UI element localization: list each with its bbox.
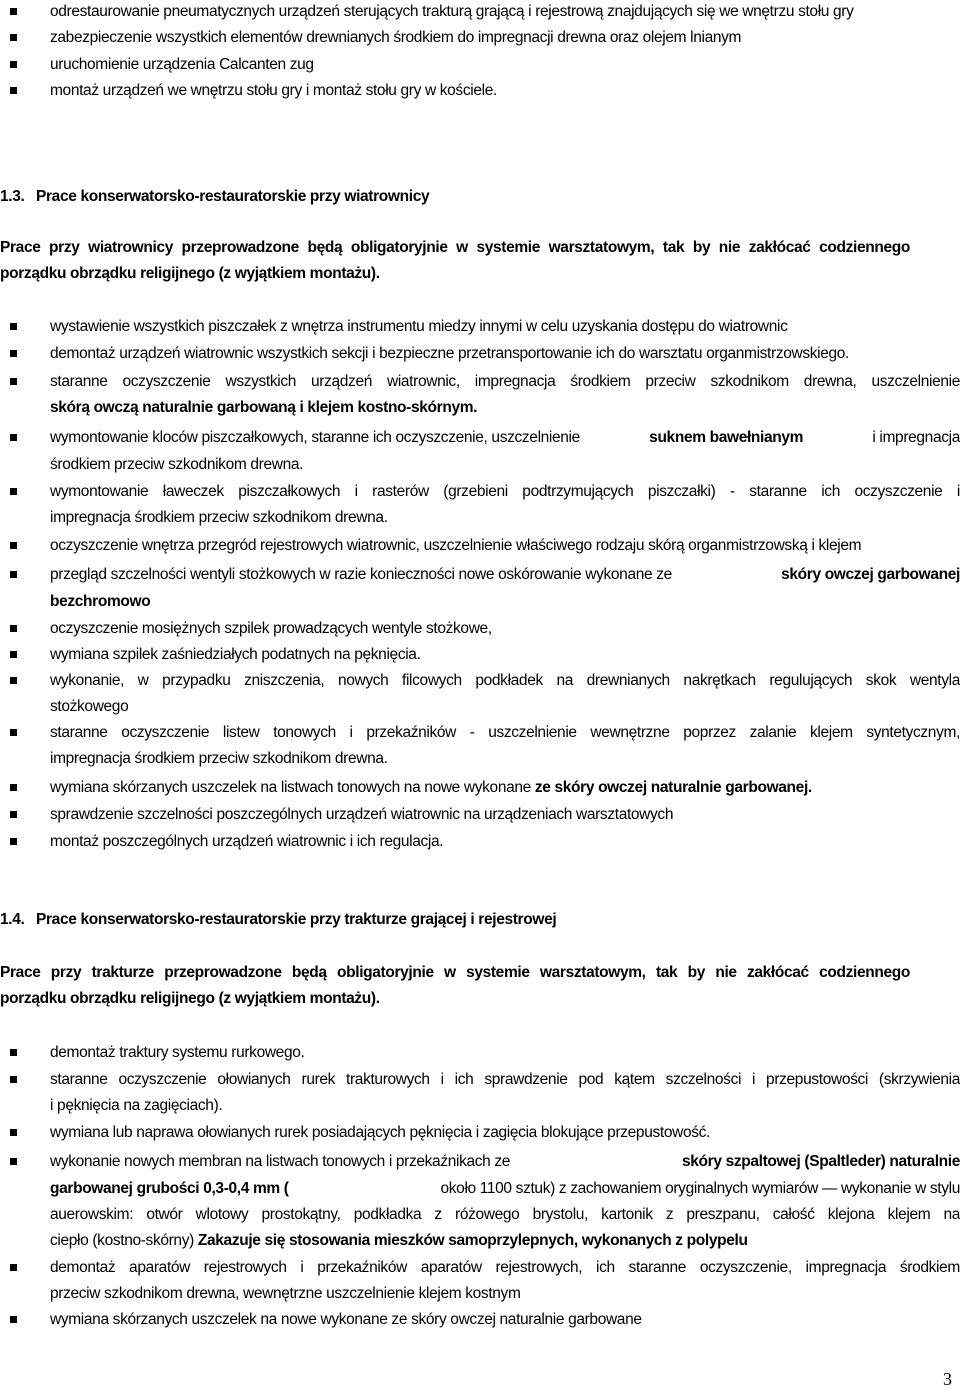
bullet-square-icon bbox=[10, 729, 17, 736]
section-intro-line: Prace przy wiatrownicy przeprowadzone będą obligatoryjnie w systemie warsztatowym, tak by nie zakłócać codziennego bbox=[0, 239, 910, 256]
section-intro-line: porządku obrządku religijnego (z wyjątkiem montażu). bbox=[0, 990, 380, 1007]
bullet-square-icon bbox=[10, 1264, 17, 1271]
bullet-square-icon bbox=[10, 651, 17, 658]
section-title: Prace konserwatorsko-restauratorskie przy trakturze grającej i rejestrowej bbox=[36, 911, 557, 928]
bullet-square-icon bbox=[10, 784, 17, 791]
bullet-square-icon bbox=[10, 838, 17, 845]
section-heading-1-3 bbox=[0, 187, 430, 207]
section-intro-line: Prace przy trakturze przeprowadzone będą obligatoryjnie w systemie warsztatowym, tak by nie zakłócać codziennego bbox=[0, 964, 910, 981]
bullet-square-icon bbox=[10, 434, 17, 441]
bullet-square-icon bbox=[10, 378, 17, 385]
bullet-square-icon bbox=[10, 677, 17, 684]
bullet-square-icon bbox=[10, 34, 17, 41]
section-heading-1-4 bbox=[0, 910, 557, 930]
document-page: odrestaurowanie pneumatycznych urządzeń sterujących trakturą grającą i rejestrową znajdujących się we wnętrzu stołu gry zabezpieczenie wszystkich elementów drewnianych środkiem do impregnacji drewna oraz olejem lnianym uruchomienie urządzenia Calcanten zug montaż urządzeń we wnętrzu stołu gry i montaż stołu gry w kościele. 1.3. Prace konserwatorsko-restauratorskie przy wiatrownicy Prace przy wiatrownicy przeprowadzone będą obligatoryjnie w systemie warsztatowym, tak by nie zakłócać codziennego porządku obrządku religijnego (z wyjątkiem montażu). wystawienie wszystkich piszczałek z wnętrza instrumentu miedzy innymi w celu uzyskania dostępu do wiatrownic demontaż urządzeń wiatrownic wszystkich sekcji i bezpieczne przetransportowanie ich do warsztatu organmistrzowskiego. staranne oczyszczenie wszystkich urządzeń wiatrownic, impregnacja środkiem przeciw szkodnikom drewna, uszczelnienie skórą owczą naturalnie garbowaną i klejem kostno-skórnym. wymontowanie kloców piszczałkowych, staranne ich oczyszczenie, uszczelnienie suknem bawełnianym i impregnacja środkiem przeciw szkodnikom drewna. wymontowanie ławeczek piszczałkowych i rasterów (grzebieni podtrzymujących piszczałki) - staranne ich oczyszczenie i impregnacja środkiem przeciw szkodnikom drewna. oczyszczenie wnętrza przegród rejestrowych wiatrownic, uszczelnienie właściwego rodzaju skórą organmistrzowską i klejem przegląd szczelności wentyli stożkowych w razie konieczności nowe oskórowanie wykonane ze skóry owczej garbowanej bezchromowo oczyszczenie mosiężnych szpilek prowadzących wentyle stożkowe, wymiana szpilek zaśniedziałych podatnych na pęknięcia. wykonanie, w przypadku zniszczenia, nowych filcowych podkładek na drewnianych nakrętkach regulujących skok wentyla stożkowego staranne oczyszczenie listew tonowych i przekaźników - uszczelnienie wewnętrzne poprzez zalanie klejem syntetycznym, impregnacja środkiem przeciw szkodnikom drewna. wymiana skórzanych uszczelek na listwach tonowych na nowe wykonane ze skóry owczej naturalnie garbowanej. sprawdzenie szczelności poszczególnych urządzeń wiatrownic na urządzeniach warsztatowych montaż poszczególnych urządzeń wiatrownic i ich regulacja. 1.4. Prace konserwatorsko-restauratorskie przy trakturze grającej i rejestrowej Prace przy trakturze przeprowadzone będą obligatoryjnie w systemie warsztatowym, tak by nie zakłócać codziennego porządku obrządku religijnego (z wyjątkiem montażu). demontaż traktury systemu rurkowego. staranne oczyszczenie ołowianych rurek trakturowych i ich sprawdzenie pod kątem szczelności i przepustowości (skrzywienia i pęknięcia na zagięciach). wymiana lub naprawa ołowianych rurek posiadających pęknięcia i zagięcia blokujące przepustowość. wykonanie nowych membran na listwach tonowych i przekaźnikach ze skóry szpaltowej (Spaltleder) naturalnie garbowanej grubości 0,3-0,4 mm ( około 1100 sztuk) z zachowaniem oryginalnych wymiarów — wykonanie w stylu auerowskim: otwór wlotowy prostokątny, podkładka z różowego brystolu, kartonik z preszpanu, całość klejona klejem na ciepło (kostno-skórny) Zakazuje się stosowania mieszków samoprzylepnych, wykonanych z polypelu demontaż aparatów rejestrowych i przekaźników aparatów rejestrowych, ich staranne oczyszczenie, impregnacja środkiem przeciw szkodnikom drewna, wewnętrzne uszczelnienie klejem kostnym wymiana skórzanych uszczelek na nowe wykonane ze skóry owczej naturalnie garbowane 3 bbox=[0, 3, 960, 1389]
bullet-square-icon bbox=[10, 87, 17, 94]
bullet-square-icon bbox=[10, 571, 17, 578]
bullet-square-icon bbox=[10, 625, 17, 632]
page-number: 3 bbox=[943, 1369, 952, 1389]
bullet-square-icon bbox=[10, 1316, 17, 1323]
bullet-square-icon bbox=[10, 1129, 17, 1136]
bullet-square-icon bbox=[10, 1049, 17, 1056]
section-title: Prace konserwatorsko-restauratorskie przy wiatrownicy bbox=[36, 188, 430, 205]
bullet-square-icon bbox=[10, 1076, 17, 1083]
bullet-square-icon bbox=[10, 8, 17, 15]
section-number: 1.4. bbox=[0, 911, 25, 928]
bullet-square-icon bbox=[10, 350, 17, 357]
bullet-square-icon bbox=[10, 1158, 17, 1165]
section-intro-line: porządku obrządku religijnego (z wyjątkiem montażu). bbox=[0, 265, 380, 282]
bullet-square-icon bbox=[10, 542, 17, 549]
section-number: 1.3. bbox=[0, 188, 25, 205]
bullet-square-icon bbox=[10, 323, 17, 330]
bullet-square-icon bbox=[10, 488, 17, 495]
bullet-square-icon bbox=[10, 61, 17, 68]
bullet-square-icon bbox=[10, 811, 17, 818]
